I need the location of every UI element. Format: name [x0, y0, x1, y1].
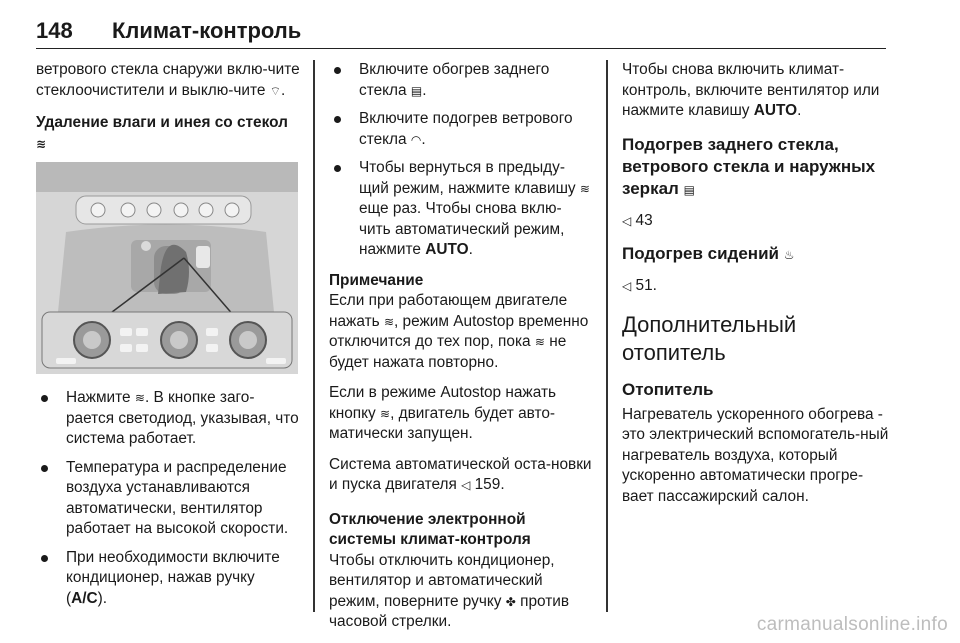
windscreen-heat-icon: ◠: [410, 132, 422, 147]
page-number: 148: [36, 18, 73, 43]
rear-window-heat-icon: ▤: [410, 83, 423, 98]
reference: ◁ 43: [622, 211, 653, 229]
defrost-max-icon: ≋: [534, 335, 545, 349]
column-divider: [606, 60, 608, 612]
reference-arrow-icon: ◁: [622, 279, 632, 293]
climate-panel-photo: [36, 162, 298, 374]
list-item: Нажмите ≋. В кнопке заго-рается светодиод, указывая, что система работает.: [36, 388, 300, 450]
fan-icon: ✤: [505, 594, 516, 609]
page-title: Климат-контроль: [112, 18, 302, 43]
defrost-max-icon: ≋: [579, 181, 590, 196]
section-heading: Отопитель: [622, 379, 714, 399]
paragraph: Нагреватель ускоренного обогрева - это электрический вспомогатель-ный нагреватель воздуха, который ускоренно автоматически прогре-вает пассажирский салон.: [622, 405, 889, 505]
section-heading: Удаление влаги и инея со стекол ≋: [36, 114, 288, 151]
section-heading: Отключение электронной системы климат-контроля: [329, 510, 531, 548]
bullet-list: [36, 388, 300, 609]
column-3: [622, 60, 890, 517]
list-item: Включите подогрев ветрового стекла ◠.: [329, 109, 593, 150]
rear-window-heat-icon: ▤: [683, 182, 695, 197]
defrost-max-icon: ≋: [134, 391, 145, 405]
paragraph: Чтобы снова включить климат-контроль, включите вентилятор или нажмите клавишу AUTO.: [622, 61, 880, 119]
column-divider: [313, 60, 315, 612]
note-text: Если в режиме Autostop нажать кнопку ≋, двигатель будет авто-матически запущен.: [329, 384, 557, 442]
paragraph: ветрового стекла снаружи вклю-чите стеклоочистители и выклю-чите ⌔.: [36, 61, 300, 99]
column-2: [329, 60, 593, 643]
list-item: Включите обогрев заднего стекла ▤.: [329, 60, 593, 101]
paragraph: Система автоматической оста-новки и пуска двигателя ◁ 159.: [329, 455, 592, 493]
section-heading: Подогрев заднего стекла, ветрового стекла и наружных зеркал ▤: [622, 134, 876, 198]
defrost-max-icon: ≋: [36, 136, 47, 151]
chapter-heading: Дополнительный отопитель: [622, 311, 797, 365]
list-item: При необходимости включите кондиционер, нажав ручку (A/C).: [36, 548, 300, 610]
reference: ◁ 51.: [622, 277, 657, 294]
defrost-max-icon: ≋: [380, 406, 391, 421]
watermark: carmanualsonline.info: [756, 614, 948, 635]
paragraph: Чтобы отключить кондиционер, вентилятор и автоматический режим, поверните ручку ✤ против часовой стрелки.: [329, 551, 570, 630]
reference-arrow-icon: ◁: [461, 478, 471, 492]
bullet-list: [329, 60, 593, 261]
seat-heat-icon: ♨: [783, 248, 795, 262]
note-text: Если при работающем двигателе нажать ≋, режим Autostop временно отключится до тех пор, пока ≋ не будет нажата повторно.: [329, 292, 589, 371]
wiper-icon: ⌔: [269, 83, 281, 98]
note-heading: Примечание: [329, 271, 424, 289]
list-item: Температура и распределение воздуха устанавливаются автоматически, вентилятор работает на высокой скорости.: [36, 458, 300, 540]
section-heading: Подогрев сидений ♨: [622, 244, 795, 263]
column-1: [36, 60, 300, 617]
defrost-max-icon: ≋: [383, 314, 394, 329]
page-header: [36, 14, 886, 49]
list-item: Чтобы вернуться в предыду-щий режим, нажмите клавишу ≋ еще раз. Чтобы снова вклю-чить автоматический режим, нажмите AUTO.: [329, 158, 593, 261]
reference-arrow-icon: ◁: [622, 213, 632, 228]
